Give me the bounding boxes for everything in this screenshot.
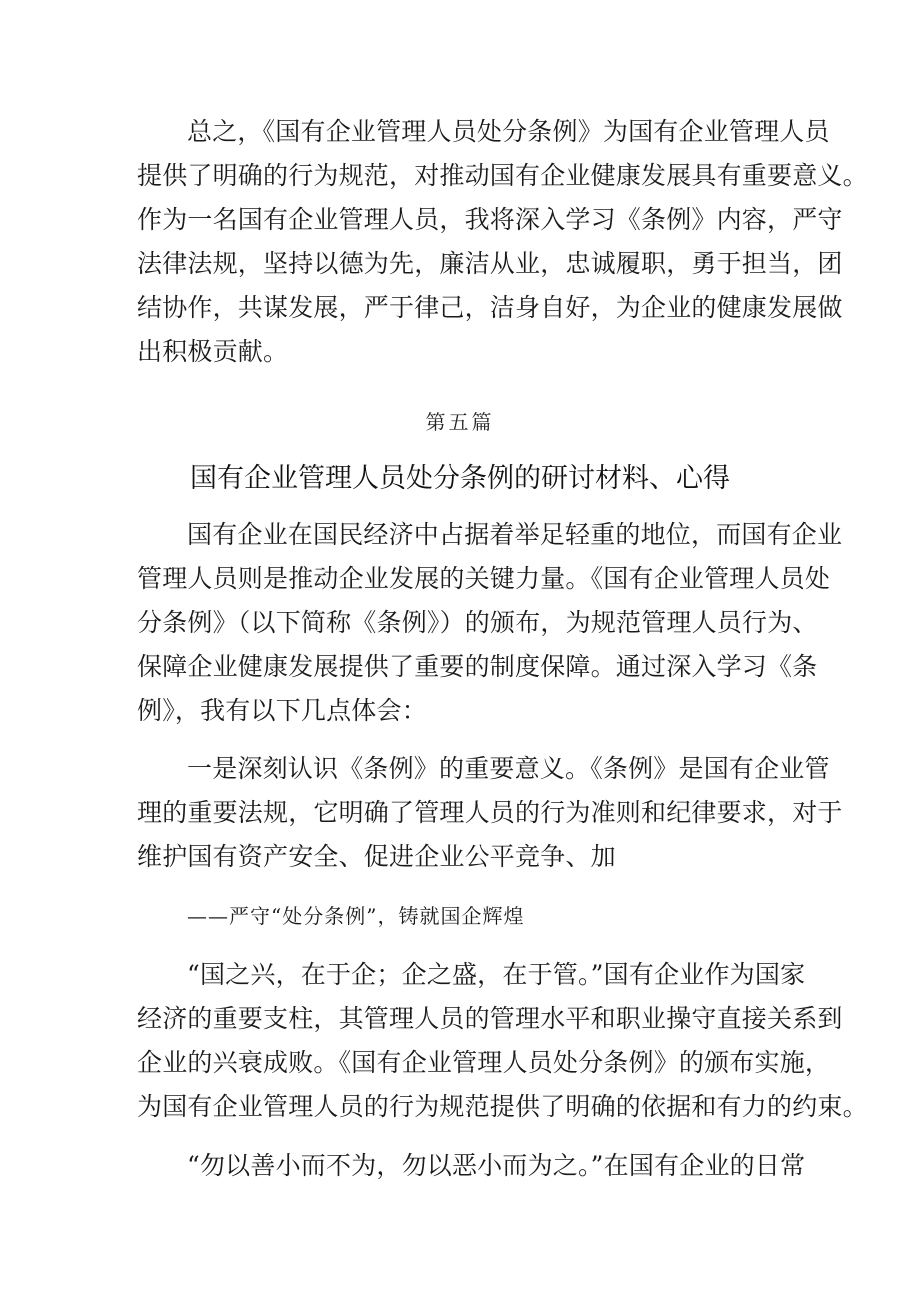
intro-line: 总之，《国有企业管理人员处分条例》为国有企业管理人员 <box>187 117 830 146</box>
intro-line: 结协作，共谋发展，严于律己，洁身自好，为企业的健康发展做 <box>137 293 843 322</box>
intro-line: 法律法规，坚持以德为先，廉洁从业，忠诚履职，勇于担当，团 <box>137 249 843 278</box>
paragraph-line: 理的重要法规，它明确了管理人员的行为准则和纪律要求，对于 <box>137 798 843 827</box>
intro-line: 作为一名国有企业管理人员，我将深入学习《条例》内容，严守 <box>137 205 843 234</box>
paragraph-1 <box>137 513 843 733</box>
paragraph-line: 一是深刻认识《条例》的重要意义。《条例》是国有企业管 <box>187 754 830 783</box>
intro-line: 提供了明确的行为规范，对推动国有企业健康发展具有重要意义。 <box>137 161 868 190</box>
paragraph-line: 维护国有资产安全、促进企业公平竞争、加 <box>137 842 616 871</box>
paragraph-line: 例》，我有以下几点体会： <box>137 696 427 725</box>
paragraph-line: 分条例》（以下简称《条例》）的颁布，为规范管理人员行为、 <box>137 608 818 637</box>
paragraph-line: “勿以善小而不为，勿以恶小而为之。”在国有企业的日常 <box>187 1151 806 1180</box>
subtitle: ——严守“处分条例”，铸就国企辉煌 <box>187 904 525 928</box>
paragraph-3 <box>137 953 868 1129</box>
section-label: 第五篇 <box>425 410 495 434</box>
paragraph-line: 企业的兴衰成败。《国有企业管理人员处分条例》的颁布实施， <box>137 1048 831 1077</box>
paragraph-line: 管理人员则是推动企业发展的关键力量。《国有企业管理人员处 <box>137 564 831 593</box>
paragraph-line: “国之兴，在于企；企之盛，在于管。”国有企业作为国家 <box>187 960 806 989</box>
paragraph-line: 国有企业在国民经济中占据着举足轻重的地位，而国有企业 <box>187 520 843 549</box>
intro-line: 出积极贡献。 <box>137 337 289 366</box>
paragraph-line: 保障企业健康发展提供了重要的制度保障。通过深入学习《条 <box>137 652 818 681</box>
paragraph-line: 经济的重要支柱，其管理人员的管理水平和职业操守直接关系到 <box>137 1004 843 1033</box>
paragraph-2 <box>137 747 843 879</box>
intro-paragraph <box>137 110 868 374</box>
paragraph-4 <box>137 1144 806 1188</box>
paragraph-line: 为国有企业管理人员的行为规范提供了明确的依据和有力的约束。 <box>137 1092 868 1121</box>
document-title: 国有企业管理人员处分条例的研讨材料、心得 <box>190 463 730 494</box>
